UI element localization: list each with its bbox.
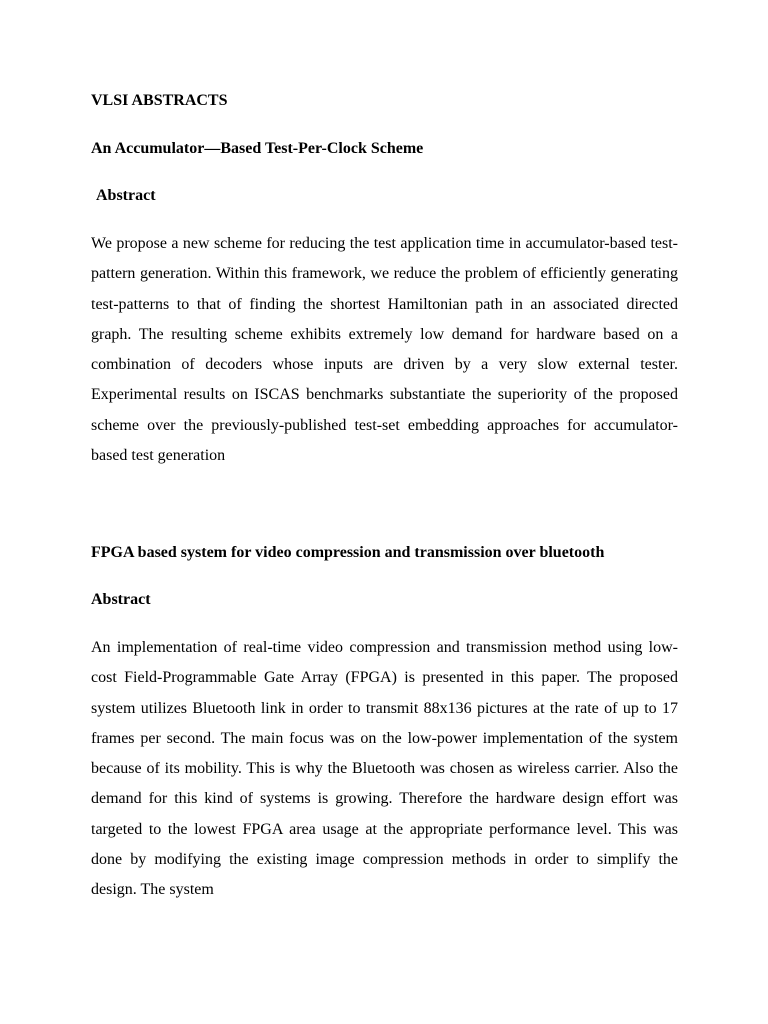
- section-title-fpga: FPGA based system for video compression and transmission over bluetooth: [91, 544, 605, 561]
- document-title: VLSI ABSTRACTS: [91, 92, 228, 109]
- abstract-paragraph: An implementation of real-time video compression and transmission method using low-cost Field-Programmable Gate Array (FPGA) is presented in this paper. The proposed system utilizes Bluetooth link in order to transmit 88x136 pictures at the rate of up to 17 frames per second. The main focus was on the low-power implementation of the system because of its mobility. This is why the Bluetooth was chosen as wireless carrier. Also the demand for this kind of systems is growing. Therefore the hardware design effort was targeted to the lowest FPGA area usage at the appropriate performance level. This was done by modifying the existing image compression methods in order to simplify the design. The system: [91, 639, 678, 899]
- abstract-paragraph: We propose a new scheme for reducing the test application time in accumulator-based test-pattern generation. Within this framework, we reduce the problem of efficiently generating test-patterns to that of finding the shortest Hamiltonian path in an associated directed graph. The resulting scheme exhibits extremely low demand for hardware based on a combination of decoders whose inputs are driven by a very slow external tester. Experimental results on ISCAS benchmarks substantiate the superiority of the proposed scheme over the previously-published test-set embedding approaches for accumulator-based test generation: [91, 235, 678, 465]
- abstract-heading: Abstract: [96, 187, 156, 204]
- abstract-heading: Abstract: [91, 591, 151, 608]
- section-title-accumulator: An Accumulator—Based Test-Per-Clock Scheme: [91, 140, 424, 157]
